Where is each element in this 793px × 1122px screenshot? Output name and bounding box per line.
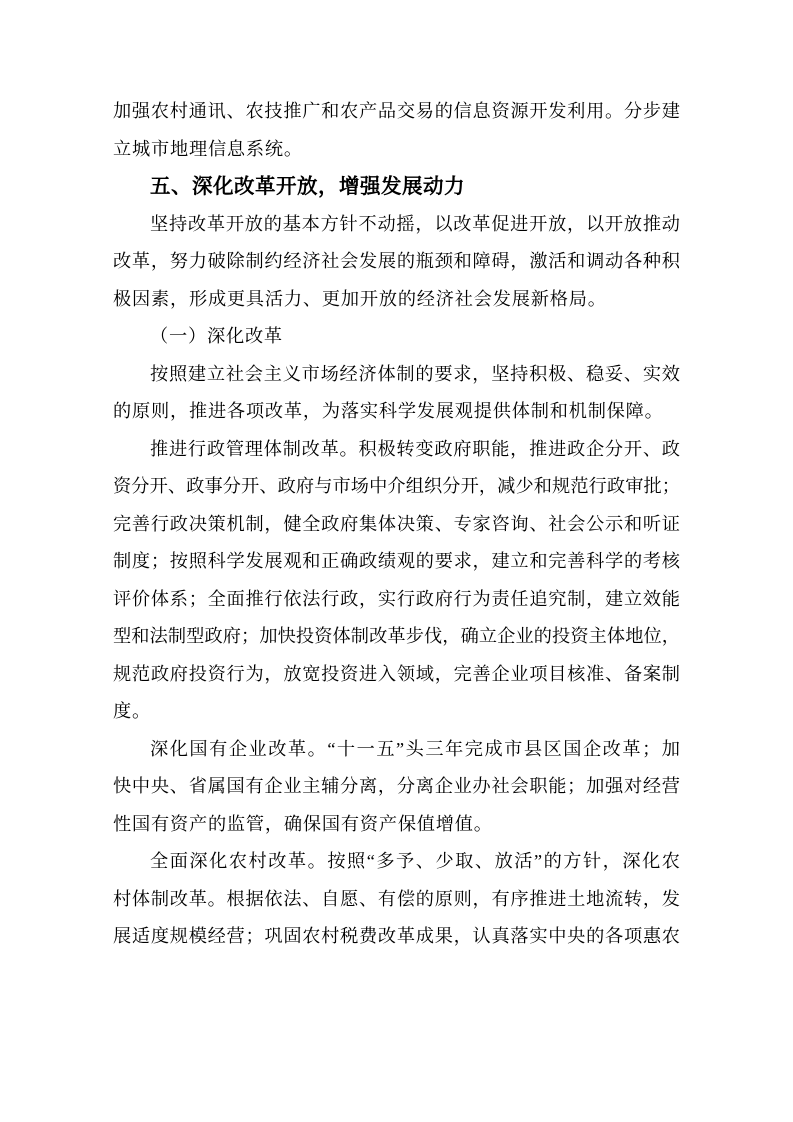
text-line: 按照建立社会主义市场经济体制的要求，坚持积极、稳妥、实效 bbox=[150, 363, 680, 384]
paragraph bbox=[113, 843, 680, 956]
text-line: 村体制改革。根据依法、自愿、有偿的原则，有序推进土地流转，发 bbox=[113, 888, 680, 909]
subsection-heading-line: （一）深化改革 bbox=[150, 326, 283, 346]
text-line: 展适度规模经营；巩固农村税费改革成果，认真落实中央的各项惠农 bbox=[113, 926, 680, 946]
paragraph bbox=[113, 206, 680, 319]
paragraph bbox=[113, 356, 680, 431]
text-line: 型和法制型政府；加快投资体制改革步伐，确立企业的投资主体地位， bbox=[113, 626, 680, 646]
paragraph bbox=[113, 731, 680, 844]
text-line: 评价体系；全面推行依法行政，实行政府行为责任追究制，建立效能 bbox=[113, 588, 680, 609]
text-line: 加强农村通讯、农技推广和农产品交易的信息资源开发利用。分步建 bbox=[113, 101, 680, 121]
text-line: 制度；按照科学发展观和正确政绩观的要求，建立和完善科学的考核 bbox=[113, 551, 680, 571]
paragraph bbox=[113, 93, 680, 168]
text-line: 深化国有企业改革。“十一五”头三年完成市县区国企改革；加 bbox=[150, 738, 680, 759]
paragraph bbox=[113, 318, 680, 356]
text-line: 推进行政管理体制改革。积极转变政府职能，推进政企分开、政 bbox=[150, 438, 680, 459]
text-line: 完善行政决策机制，健全政府集体决策、专家咨询、社会公示和听证 bbox=[113, 513, 680, 534]
section-heading-line: 五、深化改革开放，增强发展动力 bbox=[150, 175, 465, 198]
text-line: 改革，努力破除制约经济社会发展的瓶颈和障碍，激活和调动各种积 bbox=[113, 251, 680, 271]
text-line: 资分开、政事分开、政府与市场中介组织分开，减少和规范行政审批； bbox=[113, 476, 680, 496]
text-line: 性国有资产的监管，确保国有资产保值增值。 bbox=[113, 813, 493, 834]
text-line: 极因素，形成更具活力、更加开放的经济社会发展新格局。 bbox=[113, 288, 607, 309]
text-line: 全面深化农村改革。按照“多予、少取、放活”的方针，深化农 bbox=[150, 851, 680, 871]
text-line: 快中央、省属国有企业主辅分离，分离企业办社会职能；加强对经营 bbox=[113, 776, 680, 796]
text-block bbox=[113, 93, 680, 956]
text-line: 的原则，推进各项改革，为落实科学发展观提供体制和机制保障。 bbox=[113, 401, 664, 421]
paragraph bbox=[113, 168, 680, 206]
text-line: 立城市地理信息系统。 bbox=[113, 138, 303, 159]
text-line: 规范政府投资行为，放宽投资进入领域，完善企业项目核准、备案制 bbox=[113, 663, 680, 684]
text-line: 度。 bbox=[113, 701, 151, 721]
paragraph bbox=[113, 431, 680, 731]
text-line: 坚持改革开放的基本方针不动摇，以改革促进开放，以开放推动 bbox=[150, 213, 680, 234]
